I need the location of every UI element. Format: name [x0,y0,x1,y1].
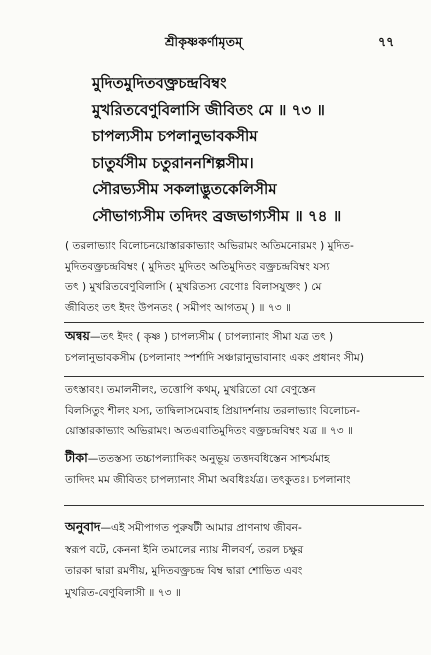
anvaya-text: —তৎ ইদং ( কৃষ্ণ ) চাপল্যসীম ( চাপল্যানাং সীমা যত্র তৎ ) [89,331,334,343]
tika-intro-block [65,380,423,442]
verse-line: সৌভাগ্যসীম তদিদং ব্রজভাগ্যসীম ॥ ৭৪ ॥ [92,206,342,225]
commentary-line: মুদিতবক্ত্রচন্দ্রবিম্বং ( মুদিতং মুদিতং অতিমুদিতং বক্ত্রচন্দ্রবিম্বং যস্য [65,260,330,273]
commentary-line: জীবিতং তৎ ইদং উপনতং ( সমীপং আগতম্‌ ) ॥ ৭৩ ॥ [65,301,291,314]
commentary-block [65,236,423,318]
running-title: শ্রীকৃষ্ণকর্ণামৃতম্‌ [165,34,243,49]
verse-line: মুখরিতবেণুবিলাসি জীবিতং মে ॥ ৭৩ ॥ [92,100,325,119]
anvaya-block [65,326,423,368]
tika-text: —ততস্তস্য তচ্চাপল্যাদিকং অনুভূয় তত্তদবধিস্তেন সাশ্চর্যমাহ [87,453,330,465]
anuvad-line: স্বরূপ বটে, কেননা ইনি তমালের ন্যায় নীলবর্ণ, তরল চক্ষুর [65,543,304,556]
commentary-line: তৎ ) মুখরিতবেণুবিলাসি ( মুখরিতস্য বেণোঃ বিলাসযুক্তং ) মে [65,281,322,293]
verse-line: সৌরভ্যসীম সকলাদ্ভুতকেলিসীম [92,180,277,198]
page-header [0,34,431,54]
verse-line: মুদিতমুদিতবক্ত্রচন্দ্রবিম্বং [92,74,227,92]
verse-block [92,70,422,229]
page-number: ৭৭ [378,34,395,49]
tika-label: টীকা [65,450,88,465]
anuvad-text: —এই সমীপাগত পুরুষটী আমার প্রাণনাথ জীবন- [100,522,302,534]
tika-intro-line: য়োস্তারকাভ্যাং অভিরামং। অতএবাতিমুদিতং বক্ত্রচন্দ্রবিম্বং যত্র ॥ ৭৩ ॥ [65,425,353,437]
anvaya-label: অন্বয় [65,328,90,343]
commentary-line: ( তরলাভ্যাং বিলোচনয়োস্তারকাভ্যাং অভিরামং অতিমনোরমং ) মুদিত- [65,240,354,252]
anuvad-block [65,516,423,604]
verse-line: চাতুর্যসীম চতুরাননশিল্পসীম। [92,153,254,172]
anuvad-line: তারকা দ্বারা রমণীয়, মুদিতবক্ত্রচন্দ্র বিম্ব দ্বারা শোভিত এবং [65,565,303,577]
anvaya-line: চপলানুভাবকসীম (চপলানাং স্পর্শাদি সঞ্চারানুভাবানাং একং প্রধানং সীম) [65,351,364,364]
section-divider [64,505,424,506]
anuvad-line: মুখরিত-বেণুবিলাসী ॥ ৭৩ ॥ [65,586,181,599]
tika-block [65,448,423,490]
tika-intro-line: তৎস্তাবং। তমালনীলং, তত্তোপি কথম্‌, মুখরিতো যো বেণুস্তেন [65,384,316,396]
tika-intro-line: বিলসিতুং শীলং যস্য, তাদ্বিলাসমেবাহ প্রিয়াদর্শনায় তরলাভ্যাং বিলোচন- [65,404,360,417]
section-divider [64,376,424,377]
verse-line: চাপল্যসীম চপলানুভাবকসীম [92,127,258,145]
tika-line: তাদিদং মম জীবিতং চাপল্যানাং সীমা অবধিঃর্যত্র। তৎকুতঃ। চপলানাং [65,473,351,486]
anuvad-label: অনুবাদ [65,519,101,534]
section-divider [64,322,424,323]
